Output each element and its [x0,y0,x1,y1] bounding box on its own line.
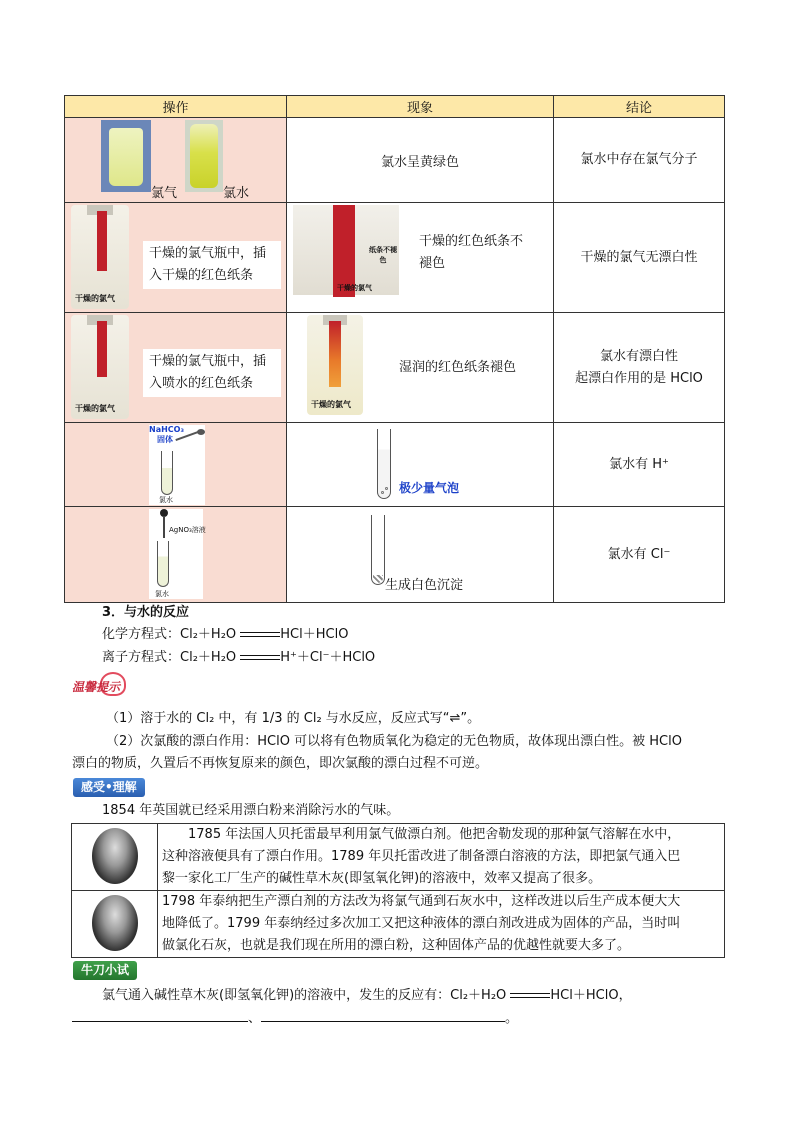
practice-blanks: 、 。 [72,1008,518,1030]
header-operation: 操作 [65,96,287,118]
phenomenon-cell [287,313,554,423]
portrait-cell [72,824,158,891]
practice-tag: 牛刀小试 [73,961,137,980]
experiment-table [64,95,725,603]
operation-cell [65,313,287,423]
phenomenon-cell [287,203,554,313]
reversible-arrow-icon [510,991,550,1001]
table-row [65,203,725,313]
dry-chlorine-jar-image [71,205,129,309]
portrait-berthollet [92,828,138,884]
operation-cell [65,507,287,603]
history-text: 1785 年法国人贝托雷最早利用氯气做漂白剂。他把舍勒发现的那种氯气溶解在水中， 这种溶液便具有了漂白作用。1789 年贝托雷改进了制备漂白溶液的方法，即把氯气通入巴 黎一家化工厂生产的碱性草木灰(即氢氧化钾)的溶液中，效率又提高了很多。 [158,824,725,891]
label-chlorine-gas: 氯气 [151,186,178,201]
table-row [65,507,725,603]
tip-item-1: （1）溶于水的 Cl₂ 中，有 1/3 的 Cl₂ 与水反应，反应式写“⇌”。 [106,711,481,726]
chlorine-water-bottle-image [185,120,223,192]
reversible-arrow-icon [240,630,280,640]
precipitate-test-tube-image [371,515,385,585]
reversible-arrow-icon [240,653,280,663]
header-conclusion: 结论 [554,96,725,118]
operation-cell [65,423,287,507]
phenomenon-text: 生成白色沉淀 [385,578,464,593]
nahco3-test-tube-image: NaHCO₃ 固体 氯水 [149,425,205,505]
operation-callout: 干燥的氯气瓶中，插 入干燥的红色纸条 [143,241,281,289]
tip-item-2-cont: 漂白的物质，久置后不再恢复原来的颜色，即次氯酸的漂白过程不可逆。 [72,756,489,771]
phenomenon-cell [287,423,554,507]
practice-question: 氯气通入碱性草木灰(即氢氧化钾)的溶液中，发生的反应有：Cl₂＋H₂O HCl＋HClO， [102,988,632,1003]
conclusion-cell: 氯水有 Cl⁻ [554,507,725,603]
label-chlorine-water: 氯水 [223,186,250,201]
bubbles-test-tube-image [377,429,391,499]
table-row [72,824,725,891]
phenomenon-text: 干燥的红色纸条不 褪色 [419,234,524,271]
table-row [65,313,725,423]
phenomenon-text: 极少量气泡 [399,481,460,495]
operation-cell [65,203,287,313]
jar-label: 干燥的氯气 [75,294,115,303]
history-text: 1798 年泰纳把生产漂白剂的方法改为将氯气通到石灰水中，这样改进以后生产成本便大大 地降低了。1799 年泰纳经过多次加工又把这种液体的漂白剂改进成为固体的产品，当时叫 做氯化石灰，也就是我们现在所用的漂白粉，这种固体产品的优越性就要大多了。 [158,891,725,958]
tip-badge: 温馨提示 [72,672,134,702]
answer-blank-1[interactable] [72,1008,248,1022]
tip-item-2: （2）次氯酸的漂白作用：HClO 可以将有色物质氧化为稳定的无色物质，故体现出漂白性。被 HClO [106,734,682,749]
phenomenon-cell [287,507,554,603]
answer-blank-2[interactable] [261,1008,505,1022]
chlorine-gas-bottle-image [101,120,151,192]
conclusion-cell: 干燥的氯气无漂白性 [554,203,725,313]
portrait-tennant [92,895,138,951]
conclusion-cell: 氯水有漂白性 起漂白作用的是 HClO [554,313,725,423]
operation-cell [65,118,287,203]
phenomenon-text: 湿润的红色纸条褪色 [399,360,517,375]
operation-callout: 干燥的氯气瓶中，插 入喷水的红色纸条 [143,349,281,397]
history-table [71,823,725,958]
intro-text: 1854 年英国就已经采用漂白粉来消除污水的气味。 [102,803,400,818]
understand-tag: 感受•理解 [73,778,145,797]
chemical-equation: 化学方程式：Cl₂＋H₂O HCl＋HClO [102,627,349,642]
table-row [65,423,725,507]
agno3-test-tube-image: AgNO₃溶液 氯水 [149,509,203,599]
conclusion-cell: 氯水有 H⁺ [554,423,725,507]
phenomenon-cell: 氯水呈黄绿色 [287,118,554,203]
paper-not-faded-image: 纸条不褪色 干燥的氯气 [293,205,399,295]
conclusion-cell: 氯水中存在氯气分子 [554,118,725,203]
wet-paper-faded-image: 干燥的氯气 [307,315,363,415]
table-row [65,118,725,203]
portrait-cell [72,891,158,958]
section-heading: 3．与水的反应 [102,605,190,620]
ionic-equation: 离子方程式：Cl₂＋H₂O H⁺＋Cl⁻＋HClO [102,650,376,665]
table-row [72,891,725,958]
dry-chlorine-jar-image: 干燥的氯气 [71,315,129,419]
header-phenomenon: 现象 [287,96,554,118]
